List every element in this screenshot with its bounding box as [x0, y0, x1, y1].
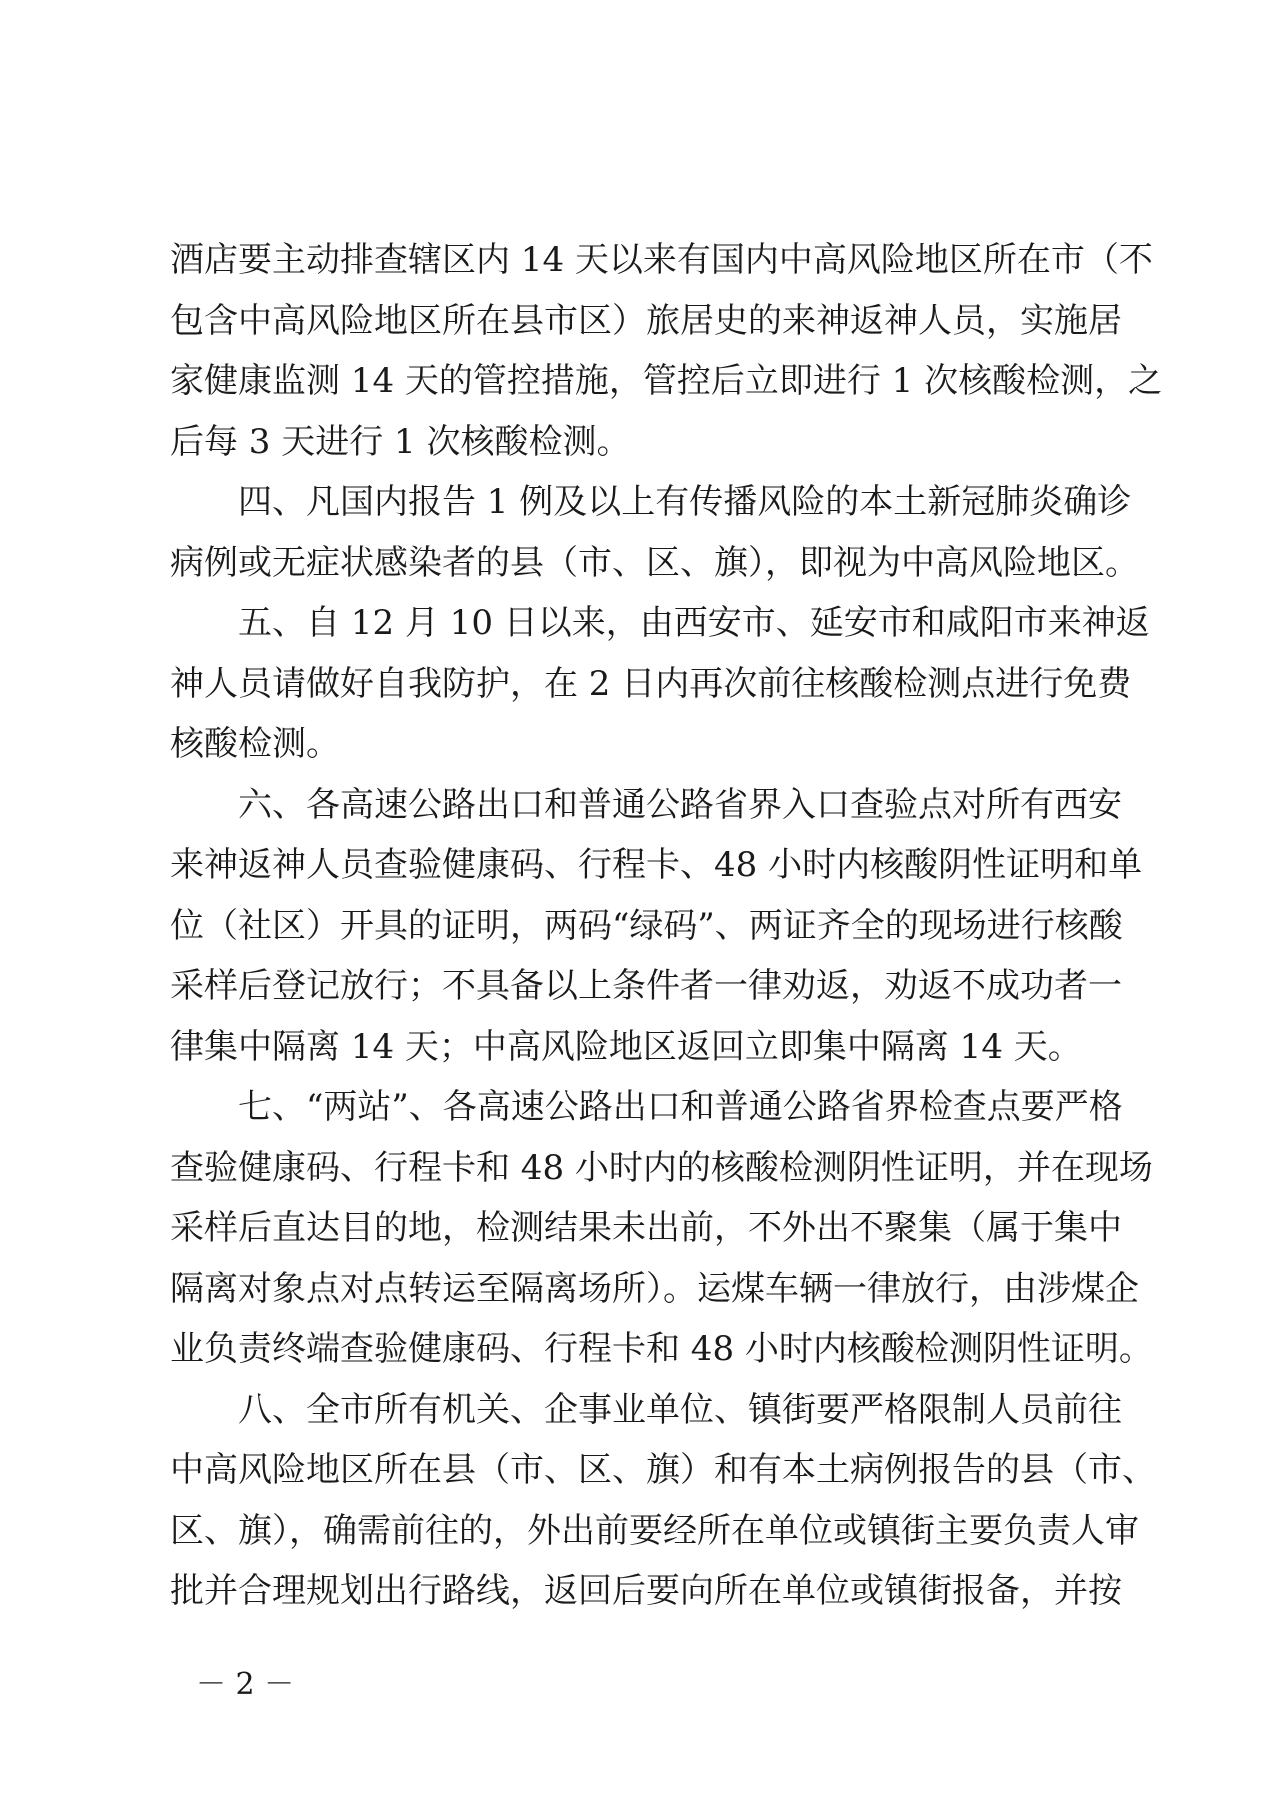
- paragraph-6-line: 位（社区）开具的证明，两码“绿码”、两证齐全的现场进行核酸: [170, 905, 1123, 946]
- paragraph-5-line: 神人员请做好自我防护，在 2 日内再次前往核酸检测点进行免费: [170, 663, 1132, 704]
- paragraph-8-line: 批并合理规划出行路线，返回后要向所在单位或镇街报备，并按: [170, 1571, 1122, 1611]
- paragraph-7-line: 查验健康码、行程卡和 48 小时内的核酸检测阴性证明，并在现场: [170, 1147, 1153, 1188]
- paragraph-7-line: 业负责终端查验健康码、行程卡和 48 小时内核酸检测阴性证明。: [170, 1329, 1153, 1369]
- paragraph-7-line: 隔离对象点对点转运至隔离场所）。运煤车辆一律放行，由涉煤企: [170, 1268, 1139, 1309]
- paragraph-4-line: 病例或无症状感染者的县（市、区、旗），即视为中高风险地区。: [170, 542, 1139, 583]
- paragraph-6-line: 来神返神人员查验健康码、行程卡、48 小时内核酸阴性证明和单: [170, 845, 1143, 885]
- paragraph-8-line: 区、旗），确需前往的，外出前要经所在单位或镇街主要负责人审: [170, 1510, 1139, 1551]
- paragraph-4-line: 四、凡国内报告 1 例及以上有传播风险的本土新冠肺炎确诊: [238, 482, 1132, 522]
- paragraph-7-line: 七、“两站”、各高速公路出口和普通公路省界检查点要严格: [238, 1087, 1123, 1127]
- paragraph-8-line: 中高风险地区所在县（市、区、旗）和有本土病例报告的县（市、: [170, 1450, 1156, 1490]
- text-line: 后每 3 天进行 1 次核酸检测。: [170, 421, 631, 462]
- paragraph-6-line: 六、各高速公路出口和普通公路省界入口查验点对所有西安: [238, 784, 1122, 825]
- paragraph-5-line: 五、自 12 月 10 日以来，由西安市、延安市和咸阳市来神返: [238, 603, 1150, 643]
- paragraph-8-line: 八、全市所有机关、企事业单位、镇街要严格限制人员前往: [238, 1389, 1122, 1430]
- paragraph-6-line: 律集中隔离 14 天；中高风险地区返回立即集中隔离 14 天。: [170, 1026, 1082, 1067]
- paragraph-6-line: 采样后登记放行；不具备以上条件者一律劝返，劝返不成功者一: [170, 966, 1122, 1006]
- body-text: [170, 230, 1163, 1622]
- text-line: 酒店要主动排查辖区内 14 天以来有国内中高风险地区所在市（不: [170, 240, 1153, 280]
- paragraph-7-line: 采样后直达目的地，检测结果未出前，不外出不聚集（属于集中: [170, 1208, 1122, 1248]
- paragraph-5-line: 核酸检测。: [170, 724, 340, 764]
- text-line: 家健康监测 14 天的管控措施，管控后立即进行 1 次核酸检测，之: [170, 361, 1163, 401]
- text-line: 包含中高风险地区所在县市区）旅居史的来神返神人员，实施居: [170, 300, 1122, 341]
- page-number: － 2 －: [196, 1667, 295, 1702]
